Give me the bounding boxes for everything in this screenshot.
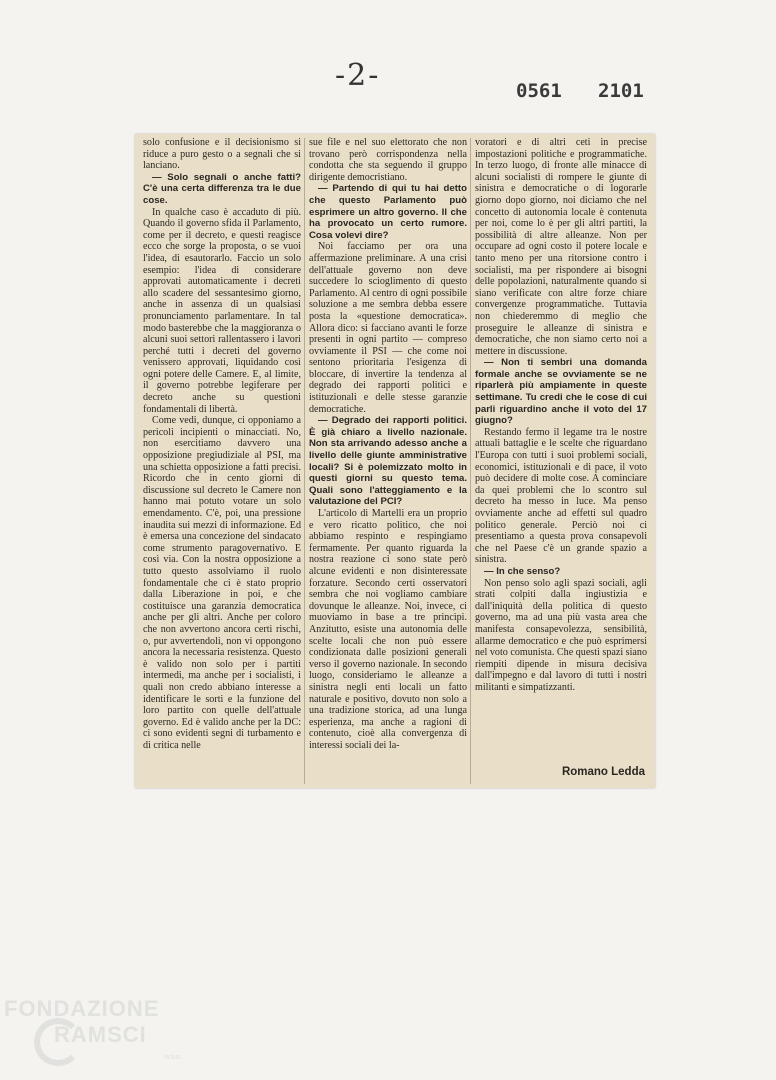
- article-paragraph: L'articolo di Martelli era un proprio e vero ricatto politico, che noi abbiamo respinto e respingiamo fermamente. Per quanto riguarda la nostra reazione ci sono state però alcune evidenti e non disinteressate forzature. Secondo certi osservatori sembra che noi vogliamo cambiare dovunque le alleanze. Noi, invece, ci muoviamo in base a tre princìpi. Anzitutto, esiste una autonomia delle scelte locali che non può essere condizionata dalle posizioni generali verso il governo nazionale. In secondo luogo, consideriamo le alleanze a sinistra negli enti locali un fatto naturale e positivo, dovuto non solo a una tradizione storica, ad una lunga esperienza, ma anche a ragioni di contenuto, cioè alla convergenza di interessi sociali dei la-: [309, 508, 467, 751]
- archive-code-1: 0561: [516, 80, 562, 102]
- interview-question: — Partendo di qui tu hai detto che questo Parlamento può esprimere un altro governo. Il che ha provocato un certo rumore. Cosa volevi dire?: [309, 183, 467, 241]
- fondazione-gramsci-watermark: [4, 996, 204, 1076]
- newspaper-clipping: [135, 134, 655, 788]
- article-paragraph: Restando fermo il legame tra le nostre attuali battaglie e le scelte che riguardano l'Europa con tutti i suoi problemi sociali, economici, istituzionali e di pace, il voto può decidere di molte cose. A cominciare da quei problemi che lo scontro sul decreto ha messo in luce. Ma penso ovviamente anche ad effetti sul quadro politico generale. Perciò noi ci presentiamo a questa prova consapevoli che nel Paese c'è un grande spazio a sinistra.: [475, 426, 647, 566]
- article-column-1: [143, 137, 301, 751]
- article-column-2: [309, 137, 467, 751]
- page-number-mark: -2-: [335, 58, 381, 93]
- interview-question: — Non ti sembri una domanda formale anche se ovviamente se ne riparlerà più ampiamente in queste settimane. Tu credi che le cose di cui parli riguardino anche il voto del 17 giugno?: [475, 357, 647, 427]
- article-paragraph: sue file e nel suo elettorato che non trovano però corrispondenza nella condotta che sta seguendo il gruppo dirigente democristiano.: [309, 137, 467, 183]
- interview-question: — In che senso?: [484, 565, 561, 577]
- watermark-line-1: FONDAZIONE: [4, 996, 160, 1021]
- column-divider: [470, 138, 471, 784]
- article-paragraph: solo confusione e il decisionismo si riduce a puro gesto o a segnali che si lanciano.: [143, 137, 301, 172]
- article-paragraph: Noi facciamo per ora una affermazione preliminare. A una crisi dell'attuale governo non deve succedere lo scioglimento di questo Parlamento. Al centro di ogni possibile soluzione a me sembra debba essere posta la «questione democratica». Allora dico: si facciano avanti le forze presenti in ogni partito — compreso ovviamente il PSI — che come noi sentono prioritaria l'esigenza di bloccare, di invertire la tendenza al degrado dei rapporti politici e istituzionali e delle stesse garanzie democratiche.: [309, 241, 467, 415]
- watermark-sub: onlus: [164, 1054, 181, 1061]
- interview-question: — Degrado dei rapporti politici. È già chiaro a livello nazionale. Non sta arrivando adesso anche a livello delle giunte amministrative locali? Si è polemizzato molto in questi giorni su questo tema. Quali sono l'atteggiamento e la valutazione del PCI?: [309, 415, 467, 508]
- column-divider: [304, 138, 305, 784]
- archive-code-2: 2101: [598, 80, 644, 102]
- article-paragraph: Come vedi, dunque, ci opponiamo a pericoli incipienti o minacciati. No, non esercitiamo davvero una opposizione pregiudiziale al PSI, ma una schietta opposizione a fatti precisi. Ricordo che in cento giorni di discussione sul decreto le Camere non hanno mai potuto votare un solo emendamento. C'è, poi, una pressione inaudita sui mezzi di informazione. Ed è emersa una concezione del sindacato come strumento paragovernativo. E così via. Con la nostra opposizione a tutto questo assolviamo il ruolo fondamentale che ci è stato proprio dalla Liberazione in poi, e che costituisce una garanzia democratica anche per gli altri. Anche per coloro che non avvertono ancora certi rischi, o, pur avvertendoli, non vi oppongono ancora la necessaria resistenza. Questo è valido non solo per i partiti intermedi, ma anche per i socialisti, i quali non credo abbiano interesse a identificare le sorti e la funzione del loro partito con quelle dell'attuale governo. Ed è valido anche per la DC: ci sono evidenti segni di turbamento e di critica nelle: [143, 415, 301, 751]
- article-paragraph: voratori e di altri ceti in precise impostazioni politiche e programmatiche. In terzo luogo, di fronte alle minacce di alcuni socialisti di rompere le giunte di sinistra e democratiche o di logorarle giorno dopo giorno, noi diciamo che nel concetto di autonomia locale è contenuta per noi, come lo è per gli altri partiti, la possibilità di altre alleanze. Non per occupare ad ogni costo il potere locale e tanto meno per una ritorsione contro i socialisti, ma per rispondere ai bisogni delle popolazioni, naturalmente quando si siano verificate con altre forze chiare convergenze programmatiche. Tuttavia non chiederemmo di meglio che proseguire le alleanze di sinistra e democratiche, che non siamo certo noi a mettere in discussione.: [475, 137, 647, 357]
- interview-question: — Solo segnali o anche fatti? C'è una certa differenza tra le due cose.: [143, 171, 301, 206]
- article-author: Romano Ledda: [561, 766, 645, 778]
- article-paragraph: Non penso solo agli spazi sociali, agli strati colpiti dalla ingiustizia e dall'iniquità della politica di questo governo, ma ad una più vasta area che manifesta consapevolezza, sensibilità, allarme democratico e che può esprimersi nel voto comunista. Che questi spazi siano riempiti dipende in misura decisiva dall'impegno e dal lavoro di tutti i nostri militanti e simpatizzanti.: [475, 577, 647, 693]
- article-paragraph: In qualche caso è accaduto di più. Quando il governo sfida il Parlamento, come per il decreto, e questi reagisce ecco che sorge la proposta, o se vuoi l'idea, di esautorarlo. Faccio un solo esempio: l'idea di considerare approvati automaticamente i decreti allo scadere del sessantesimo giorno, anche in assenza di un qualsiasi pronunciamento parlamentare. In tal modo basterebbe che la maggioranza o alcuni suoi settori rallentassero i lavori perché tutti i decreti del governo venissero approvati, liquidando così ogni potere delle Camere. E, al limite, il governo potrebbe legiferare per decreto anche su questioni fondamentali di libertà.: [143, 206, 301, 415]
- article-column-3: [475, 137, 647, 694]
- watermark-line-2: RAMSCI: [54, 1022, 147, 1047]
